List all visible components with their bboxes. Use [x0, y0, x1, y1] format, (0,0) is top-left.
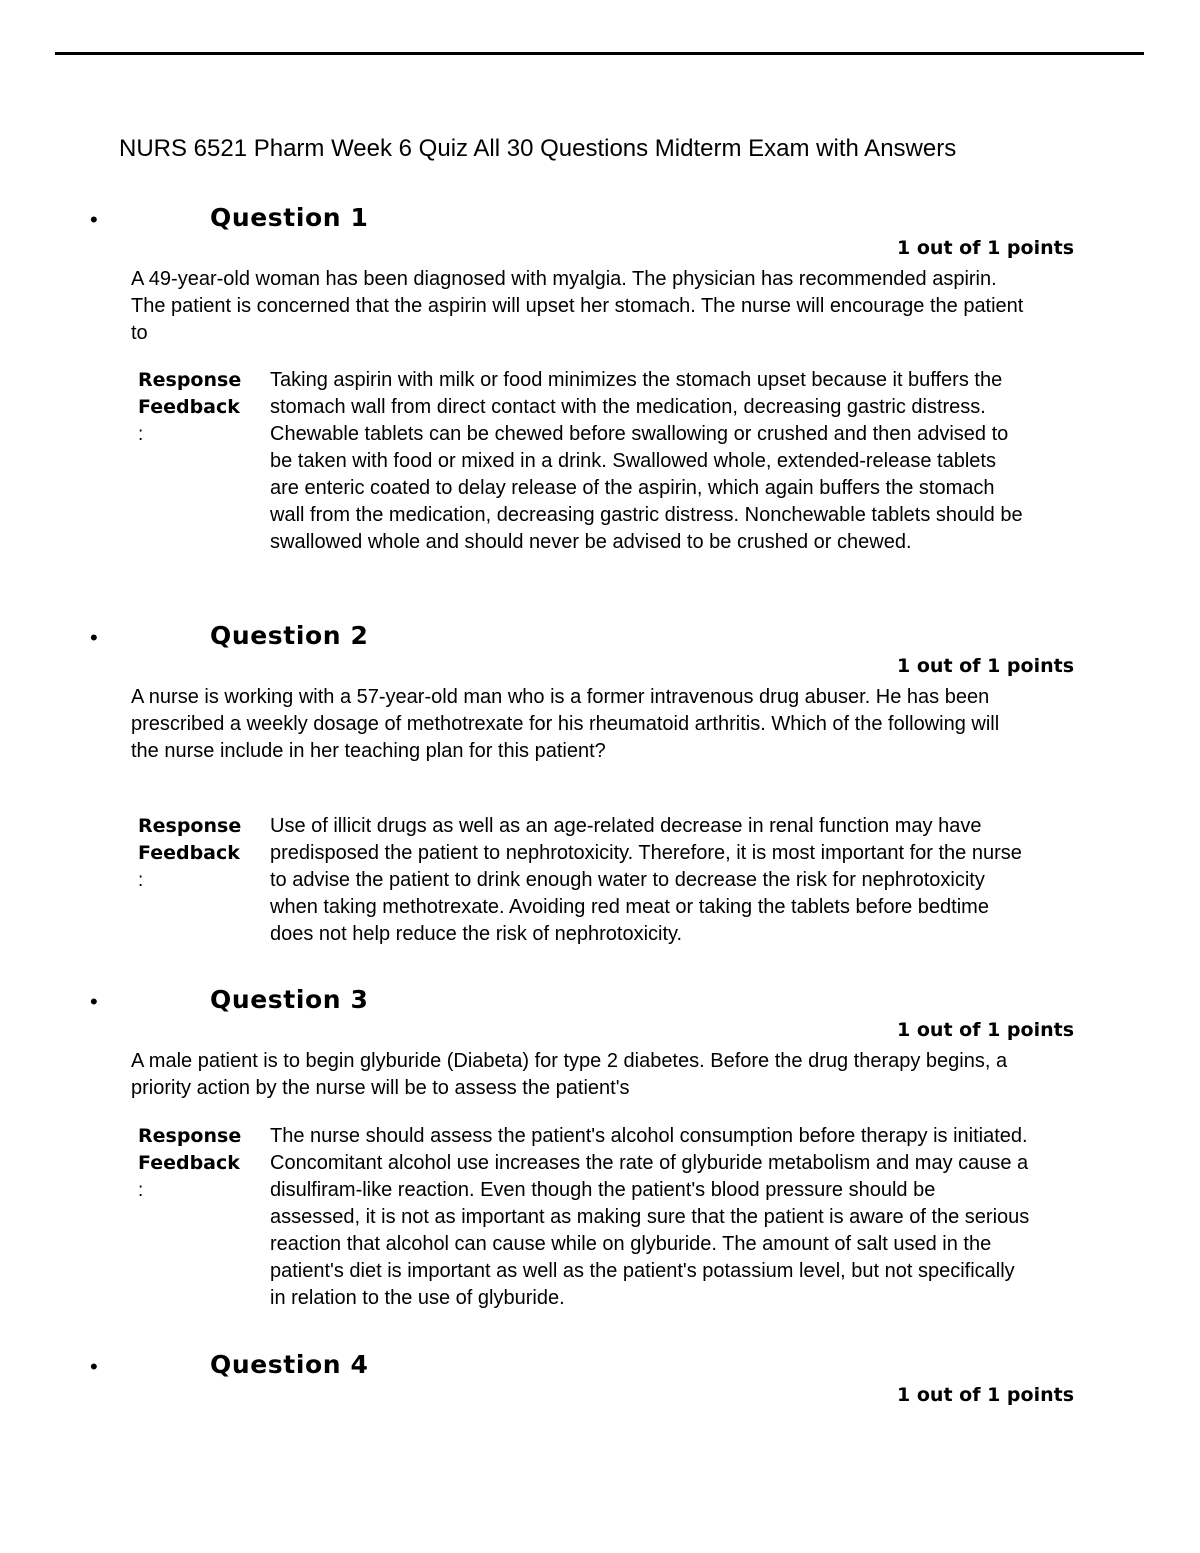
top-rule: [55, 52, 1144, 55]
feedback-label-line1: Response: [138, 369, 242, 391]
feedback-label: [138, 367, 258, 448]
feedback-text: Taking aspirin with milk or food minimizes the stomach upset because it buffers the stomach wall from direct contact with the medication, decreasing gastric distress. Chewable tablets can be chewed before swallowing or crushed and then advised to be taken with food or mixed in a drink. Swallowed whole, extended-release tablets are enteric coated to delay release of the aspirin, which again buffers the stomach wall from the medication, decreasing gastric distress. Nonchewable tablets should be swallowed whole and should never be advised to be crushed or chewed.: [270, 369, 1023, 553]
question-text: A male patient is to begin glyburide (Diabeta) for type 2 diabetes. Before the drug therapy begins, a priority action by the nurse will be to assess the patient's: [131, 1050, 1008, 1099]
question-score: 1 out of 1 points: [897, 1384, 1074, 1406]
feedback-label-colon: :: [138, 1180, 144, 1201]
feedback-label-line2: Feedback: [138, 396, 240, 418]
question-text: A 49-year-old woman has been diagnosed with myalgia. The physician has recommended aspirin. The patient is concerned that the aspirin will upset her stomach. The nurse will encourage the patient to: [131, 268, 1024, 344]
question-score: 1 out of 1 points: [897, 237, 1074, 259]
bullet: •: [90, 989, 98, 1014]
question-label: Question 3: [210, 985, 369, 1014]
feedback-text: Use of illicit drugs as well as an age-related decrease in renal function may have predisposed the patient to nephrotoxicity. Therefore, it is most important for the nurse to advise the patient to drink enough water to decrease the risk for nephrotoxicity when taking methotrexate. Avoiding red meat or taking the tablets before bedtime does not help reduce the risk of nephrotoxicity.: [270, 815, 1022, 945]
feedback-label: [138, 813, 258, 894]
feedback-label-line2: Feedback: [138, 1152, 240, 1174]
feedback-label-line2: Feedback: [138, 842, 240, 864]
bullet: •: [90, 207, 98, 232]
question-score: 1 out of 1 points: [897, 1019, 1074, 1041]
question-label: Question 1: [210, 203, 369, 232]
feedback-label: [138, 1123, 258, 1204]
question-label: Question 2: [210, 621, 369, 650]
feedback-text: The nurse should assess the patient's alcohol consumption before therapy is initiated. Concomitant alcohol use increases the rate of glyburide metabolism and may cause a disulfiram-like reaction. Even though the patient's blood pressure should be assessed, it is not as important as making sure that the patient is aware of the serious reaction that alcohol can cause while on glyburide. The amount of salt used in the patient's diet is important as well as the patient's potassium level, but not specifically in relation to the use of glyburide.: [270, 1125, 1030, 1309]
bullet: •: [90, 1354, 98, 1379]
feedback-label-colon: :: [138, 870, 144, 891]
question-score: 1 out of 1 points: [897, 655, 1074, 677]
question-label: Question 4: [210, 1350, 369, 1379]
document-title: NURS 6521 Pharm Week 6 Quiz All 30 Questions Midterm Exam with Answers: [119, 135, 957, 162]
feedback-label-colon: :: [138, 424, 144, 445]
question-text: A nurse is working with a 57-year-old man who is a former intravenous drug abuser. He has been prescribed a weekly dosage of methotrexate for his rheumatoid arthritis. Which of the following will the nurse include in her teaching plan for this patient?: [131, 686, 1000, 762]
feedback-label-line1: Response: [138, 815, 242, 837]
feedback-label-line1: Response: [138, 1125, 242, 1147]
bullet: •: [90, 625, 98, 650]
